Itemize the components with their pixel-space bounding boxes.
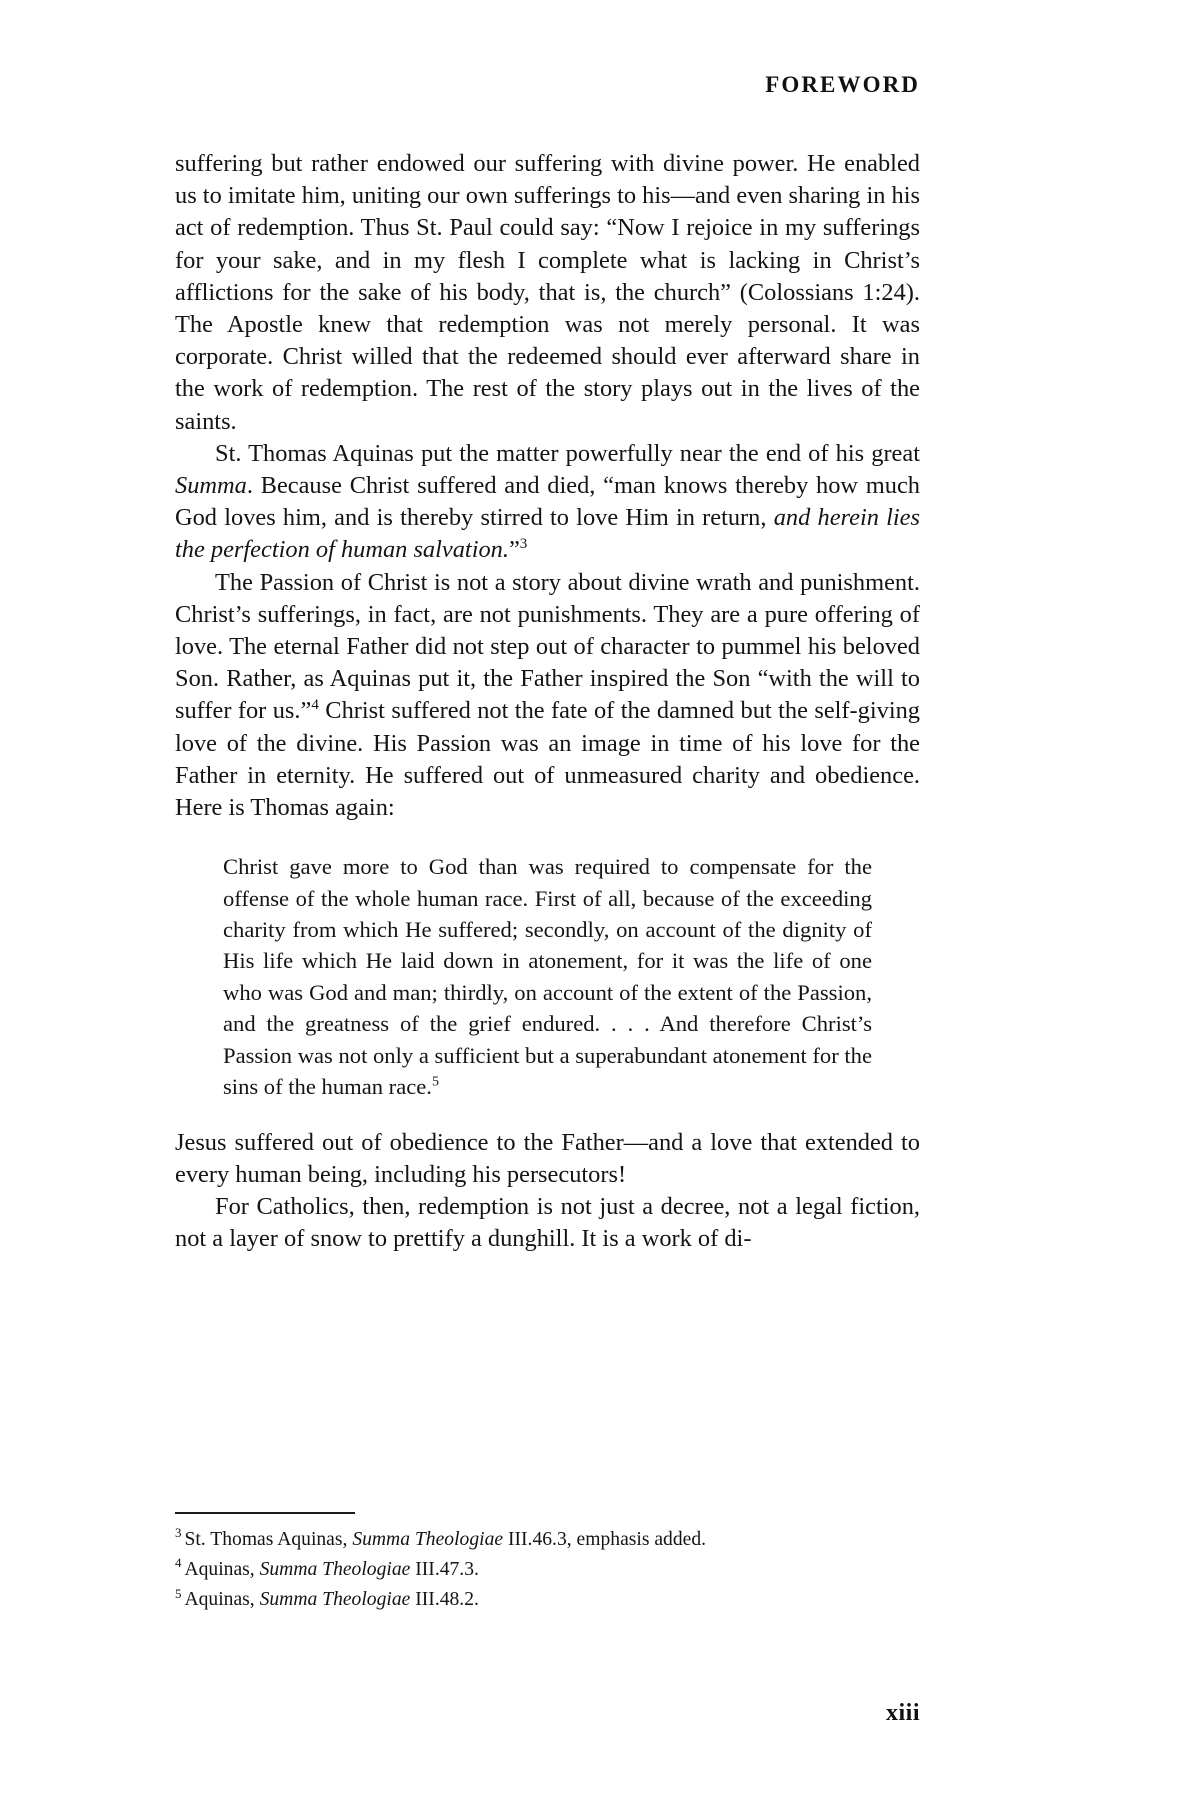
blockquote-aquinas (175, 851, 920, 1102)
paragraph-5: For Catholics, then, redemption is not just a decree, not a legal fiction, not a layer of snow to prettify a dunghill. It is a work of di- (175, 1192, 920, 1253)
footnotes-section (175, 1512, 920, 1617)
footnote-5: $^5$ Aquinas, Summa Theologiae III.48.2. (175, 1585, 479, 1611)
paragraph-1: suffering but rather endowed our suffering with divine power. He enabled us to imitate him, uniting our own sufferings to his—and even sharing in his act of redemption. Thus St. Paul could say: “Now I rejoice in my sufferings for your sake, and in my flesh I complete what is lacking in Christ’s afflictions for the sake of his body, that is, the church” (Colossians 1:24). The Apostle knew that redemption was not merely personal. It was corporate. Christ willed that the redeemed should ever afterward share in the work of redemption. The rest of the story plays out in the lives of the saints. (175, 150, 920, 435)
blockquote-text: Christ gave more to God than was required to compensate for the offense of the whole human race. First of all, because of the exceeding charity from which He suffered; secondly, on account of the dignity of His life which He laid down in atonement, for it was the life of one who was God and man; thirdly, on account of the extent of the Passion, and the greatness of the grief endured. . . . And therefore Christ’s Passion was not only a sufficient but a superabundant atonement for the sins of the human race.$^5$ (223, 854, 873, 1100)
paragraph-2: St. Thomas Aquinas put the matter powerfully near the end of his great Summa. Because Christ suffered and died, “man knows thereby how much God loves him, and is thereby stirred to love Him in return, and herein lies the perfection of human salvation.”$^3$ (175, 439, 920, 564)
page-number: xiii (885, 1700, 920, 1726)
main-text-block (175, 148, 920, 1255)
footnote-3: $^3$ St. Thomas Aquinas, Summa Theologiae III.46.3, emphasis added. (175, 1524, 707, 1550)
paragraph-3: The Passion of Christ is not a story about divine wrath and punishment. Christ’s sufferings, in fact, are not punishments. They are a pure offering of love. The eternal Father did not step out of character to pummel his beloved Son. Rather, as Aquinas put it, the Father inspired the Son “with the will to suffer for us.”$^4$ Christ suffered not the fate of the damned but the self-giving love of the divine. His Passion was an image in time of his love for the Father in eternity. He suffered out of unmeasured charity and obedience. Here is Thomas again: (175, 568, 920, 822)
paragraph-4: Jesus suffered out of obedience to the Father—and a love that extended to every human being, including his persecutors! (175, 1128, 920, 1188)
footnote-4: $^4$ Aquinas, Summa Theologiae III.47.3. (175, 1555, 479, 1580)
footnote-separator-rule (175, 1512, 355, 1514)
running-head: FOREWORD (765, 72, 920, 97)
